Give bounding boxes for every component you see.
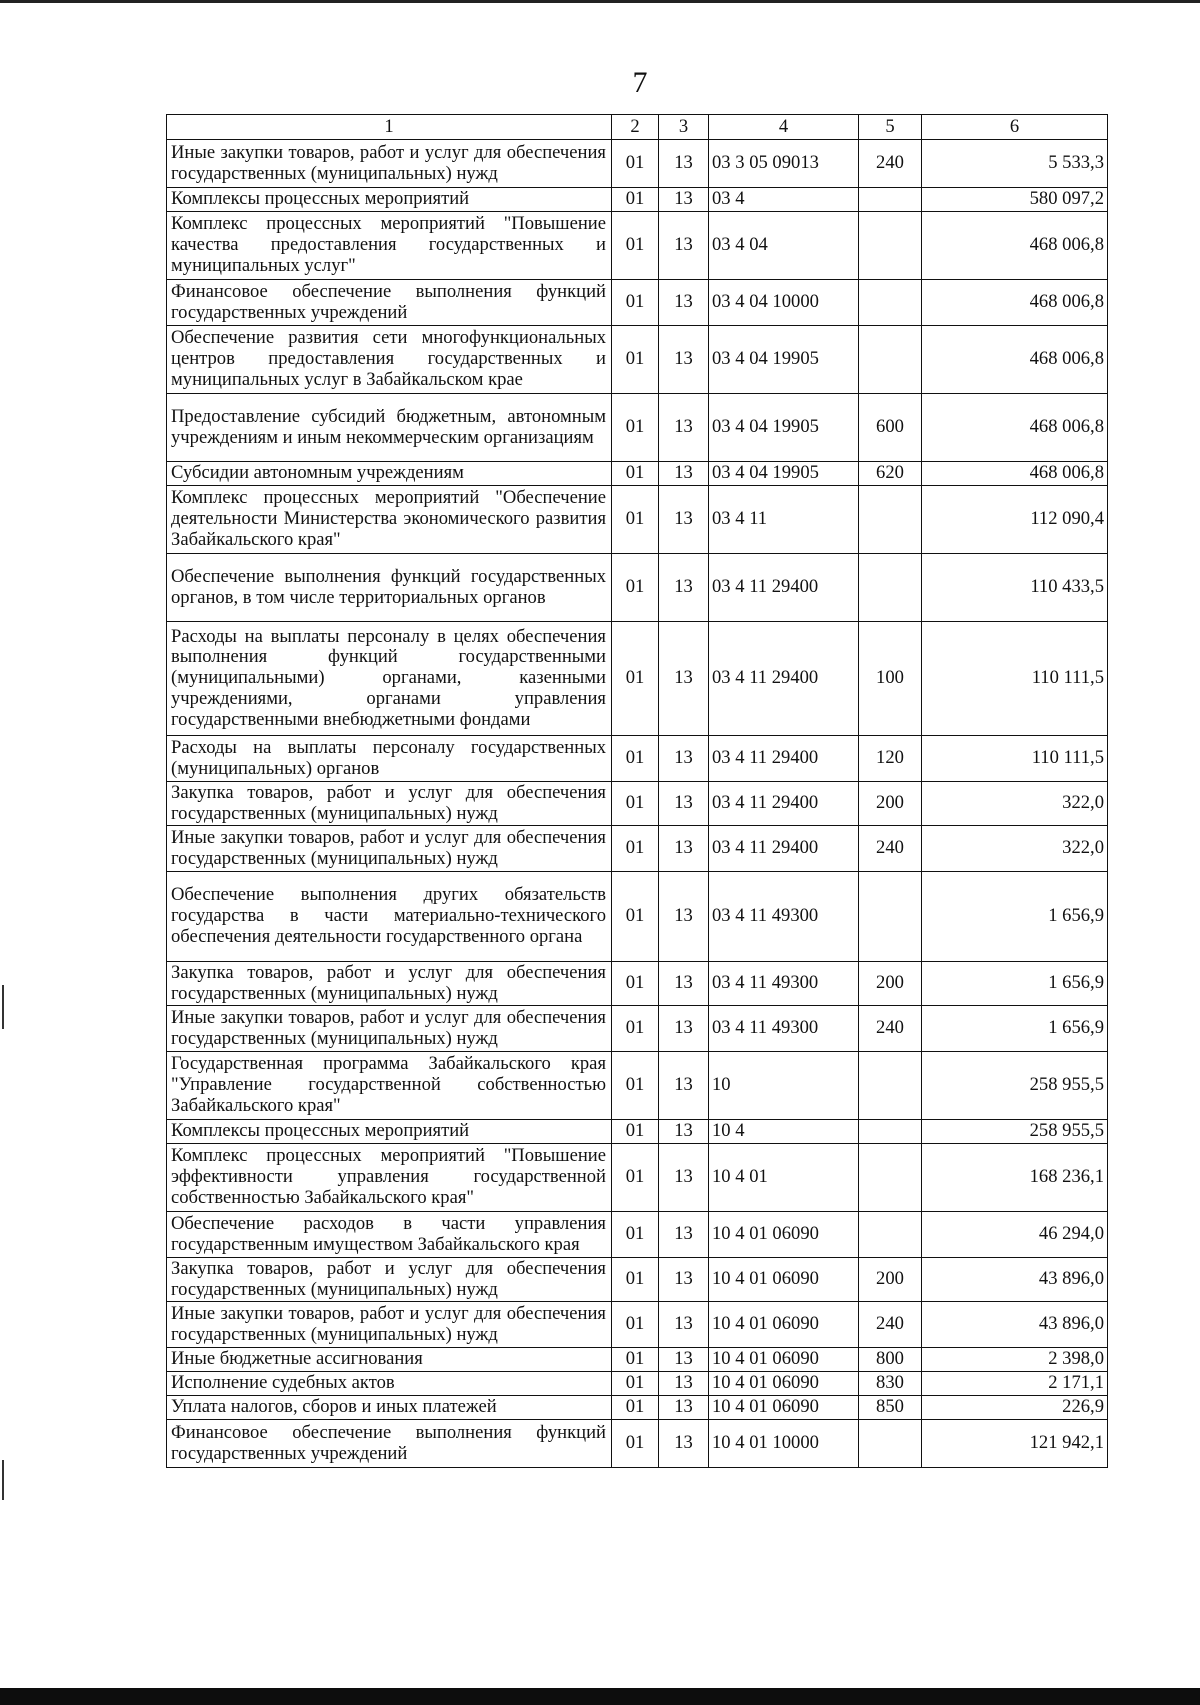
row-section: 01 [612, 1258, 659, 1302]
row-name: Комплекс процессных мероприятий "Повышение эффективности управления государственной собственностью Забайкальского края" [167, 1144, 612, 1212]
row-target-code: 03 4 [709, 188, 859, 212]
table-row [167, 188, 1108, 212]
row-target-code: 10 4 01 06090 [709, 1302, 859, 1348]
scan-bottom-edge [0, 1688, 1200, 1705]
scan-left-mark [2, 985, 4, 1029]
row-target-code: 03 4 11 49300 [709, 1006, 859, 1052]
row-section: 01 [612, 462, 659, 486]
row-subsection: 13 [659, 1420, 709, 1468]
row-amount: 258 955,5 [922, 1120, 1108, 1144]
table-row [167, 326, 1108, 394]
row-subsection: 13 [659, 1052, 709, 1120]
row-section: 01 [612, 872, 659, 962]
row-name: Иные закупки товаров, работ и услуг для обеспечения государственных (муниципальных) нужд [167, 1006, 612, 1052]
row-amount: 322,0 [922, 782, 1108, 826]
row-expense-type [859, 486, 922, 554]
row-target-code: 03 4 11 49300 [709, 872, 859, 962]
row-section: 01 [612, 622, 659, 736]
column-header: 3 [659, 115, 709, 140]
row-section: 01 [612, 1396, 659, 1420]
row-subsection: 13 [659, 1372, 709, 1396]
row-section: 01 [612, 1420, 659, 1468]
row-name: Закупка товаров, работ и услуг для обеспечения государственных (муниципальных) нужд [167, 962, 612, 1006]
table-row [167, 1420, 1108, 1468]
row-amount: 1 656,9 [922, 962, 1108, 1006]
row-section: 01 [612, 140, 659, 188]
row-target-code: 03 4 11 29400 [709, 782, 859, 826]
row-expense-type [859, 1120, 922, 1144]
row-amount: 2 398,0 [922, 1348, 1108, 1372]
row-target-code: 03 4 11 29400 [709, 554, 859, 622]
row-target-code: 03 4 04 19905 [709, 326, 859, 394]
row-expense-type: 240 [859, 1006, 922, 1052]
column-header: 5 [859, 115, 922, 140]
row-subsection: 13 [659, 782, 709, 826]
row-subsection: 13 [659, 872, 709, 962]
row-name: Предоставление субсидий бюджетным, автономным учреждениям и иным некоммерческим организациям [167, 394, 612, 462]
table-row [167, 962, 1108, 1006]
row-expense-type: 200 [859, 1258, 922, 1302]
column-header: 1 [167, 115, 612, 140]
row-amount: 258 955,5 [922, 1052, 1108, 1120]
row-name: Обеспечение выполнения функций государственных органов, в том числе территориальных органов [167, 554, 612, 622]
row-subsection: 13 [659, 622, 709, 736]
row-name: Иные закупки товаров, работ и услуг для обеспечения государственных (муниципальных) нужд [167, 140, 612, 188]
row-expense-type: 240 [859, 826, 922, 872]
row-name: Финансовое обеспечение выполнения функций государственных учреждений [167, 1420, 612, 1468]
row-target-code: 03 4 04 19905 [709, 394, 859, 462]
row-name: Комплексы процессных мероприятий [167, 188, 612, 212]
table-row [167, 872, 1108, 962]
row-subsection: 13 [659, 188, 709, 212]
row-name: Обеспечение расходов в части управления государственным имуществом Забайкальского края [167, 1212, 612, 1258]
row-name: Иные бюджетные ассигнования [167, 1348, 612, 1372]
row-target-code: 03 4 11 29400 [709, 826, 859, 872]
row-expense-type [859, 280, 922, 326]
row-target-code: 03 3 05 09013 [709, 140, 859, 188]
row-amount: 1 656,9 [922, 872, 1108, 962]
table-row [167, 736, 1108, 782]
row-target-code: 10 4 01 [709, 1144, 859, 1212]
row-section: 01 [612, 212, 659, 280]
row-section: 01 [612, 486, 659, 554]
row-target-code: 03 4 11 29400 [709, 736, 859, 782]
row-amount: 43 896,0 [922, 1258, 1108, 1302]
row-section: 01 [612, 1052, 659, 1120]
table-row [167, 826, 1108, 872]
row-expense-type [859, 872, 922, 962]
row-target-code: 03 4 04 [709, 212, 859, 280]
row-name: Комплекс процессных мероприятий "Обеспечение деятельности Министерства экономического развития Забайкальского края" [167, 486, 612, 554]
row-target-code: 10 [709, 1052, 859, 1120]
budget-table-body [167, 115, 1108, 1468]
row-name: Исполнение судебных актов [167, 1372, 612, 1396]
column-header: 6 [922, 115, 1108, 140]
row-expense-type: 100 [859, 622, 922, 736]
row-subsection: 13 [659, 394, 709, 462]
row-subsection: 13 [659, 326, 709, 394]
table-header-row [167, 115, 1108, 140]
row-target-code: 10 4 01 06090 [709, 1348, 859, 1372]
row-target-code: 10 4 01 06090 [709, 1212, 859, 1258]
row-name: Расходы на выплаты персоналу государственных (муниципальных) органов [167, 736, 612, 782]
row-expense-type [859, 554, 922, 622]
row-amount: 121 942,1 [922, 1420, 1108, 1468]
row-section: 01 [612, 326, 659, 394]
table-row [167, 622, 1108, 736]
row-section: 01 [612, 1006, 659, 1052]
row-name: Обеспечение развития сети многофункциональных центров предоставления государственных и муниципальных услуг в Забайкальском крае [167, 326, 612, 394]
row-subsection: 13 [659, 1212, 709, 1258]
row-subsection: 13 [659, 140, 709, 188]
row-subsection: 13 [659, 1302, 709, 1348]
row-expense-type: 240 [859, 1302, 922, 1348]
row-section: 01 [612, 554, 659, 622]
row-expense-type [859, 1420, 922, 1468]
table-row [167, 1144, 1108, 1212]
row-amount: 468 006,8 [922, 462, 1108, 486]
row-name: Субсидии автономным учреждениям [167, 462, 612, 486]
row-section: 01 [612, 1144, 659, 1212]
row-section: 01 [612, 280, 659, 326]
scan-left-mark [2, 1460, 4, 1500]
row-amount: 468 006,8 [922, 280, 1108, 326]
row-subsection: 13 [659, 280, 709, 326]
row-amount: 468 006,8 [922, 212, 1108, 280]
row-target-code: 03 4 11 29400 [709, 622, 859, 736]
row-expense-type: 200 [859, 782, 922, 826]
row-name: Закупка товаров, работ и услуг для обеспечения государственных (муниципальных) нужд [167, 782, 612, 826]
table-row [167, 1396, 1108, 1420]
row-amount: 468 006,8 [922, 326, 1108, 394]
row-amount: 226,9 [922, 1396, 1108, 1420]
table-row [167, 1302, 1108, 1348]
row-expense-type [859, 212, 922, 280]
row-name: Иные закупки товаров, работ и услуг для обеспечения государственных (муниципальных) нужд [167, 1302, 612, 1348]
row-subsection: 13 [659, 462, 709, 486]
row-target-code: 10 4 01 06090 [709, 1258, 859, 1302]
row-subsection: 13 [659, 1396, 709, 1420]
row-section: 01 [612, 188, 659, 212]
row-subsection: 13 [659, 1006, 709, 1052]
column-header: 4 [709, 115, 859, 140]
row-section: 01 [612, 1302, 659, 1348]
table-row [167, 280, 1108, 326]
row-subsection: 13 [659, 486, 709, 554]
table-row [167, 1258, 1108, 1302]
row-amount: 168 236,1 [922, 1144, 1108, 1212]
row-amount: 1 656,9 [922, 1006, 1108, 1052]
table-row [167, 1372, 1108, 1396]
table-row [167, 1120, 1108, 1144]
page-number: 7 [632, 66, 648, 99]
row-subsection: 13 [659, 1258, 709, 1302]
row-amount: 322,0 [922, 826, 1108, 872]
row-amount: 112 090,4 [922, 486, 1108, 554]
row-amount: 110 111,5 [922, 622, 1108, 736]
row-expense-type: 830 [859, 1372, 922, 1396]
row-expense-type: 600 [859, 394, 922, 462]
row-name: Финансовое обеспечение выполнения функций государственных учреждений [167, 280, 612, 326]
row-subsection: 13 [659, 962, 709, 1006]
row-target-code: 10 4 01 10000 [709, 1420, 859, 1468]
row-subsection: 13 [659, 212, 709, 280]
row-expense-type: 200 [859, 962, 922, 1006]
row-target-code: 03 4 11 [709, 486, 859, 554]
row-expense-type: 800 [859, 1348, 922, 1372]
row-target-code: 10 4 [709, 1120, 859, 1144]
row-amount: 110 111,5 [922, 736, 1108, 782]
row-section: 01 [612, 826, 659, 872]
row-expense-type [859, 1052, 922, 1120]
row-amount: 110 433,5 [922, 554, 1108, 622]
column-header: 2 [612, 115, 659, 140]
row-section: 01 [612, 962, 659, 1006]
row-expense-type [859, 188, 922, 212]
row-target-code: 03 4 11 49300 [709, 962, 859, 1006]
table-row [167, 1348, 1108, 1372]
row-amount: 468 006,8 [922, 394, 1108, 462]
table-row [167, 782, 1108, 826]
row-name: Государственная программа Забайкальского края "Управление государственной собственностью Забайкальского края" [167, 1052, 612, 1120]
row-target-code: 10 4 01 06090 [709, 1372, 859, 1396]
row-section: 01 [612, 1120, 659, 1144]
row-subsection: 13 [659, 736, 709, 782]
row-subsection: 13 [659, 1348, 709, 1372]
table-row [167, 1212, 1108, 1258]
table-row [167, 486, 1108, 554]
row-expense-type: 850 [859, 1396, 922, 1420]
row-section: 01 [612, 1212, 659, 1258]
row-name: Закупка товаров, работ и услуг для обеспечения государственных (муниципальных) нужд [167, 1258, 612, 1302]
row-name: Комплекс процессных мероприятий "Повышение качества предоставления государственных и муниципальных услуг" [167, 212, 612, 280]
row-expense-type [859, 1212, 922, 1258]
row-subsection: 13 [659, 826, 709, 872]
row-section: 01 [612, 1372, 659, 1396]
row-name: Уплата налогов, сборов и иных платежей [167, 1396, 612, 1420]
row-amount: 580 097,2 [922, 188, 1108, 212]
scan-top-edge [0, 0, 1200, 3]
budget-table [166, 114, 1108, 1468]
row-expense-type: 620 [859, 462, 922, 486]
row-section: 01 [612, 736, 659, 782]
row-amount: 46 294,0 [922, 1212, 1108, 1258]
row-section: 01 [612, 1348, 659, 1372]
row-amount: 43 896,0 [922, 1302, 1108, 1348]
table-row [167, 140, 1108, 188]
row-target-code: 10 4 01 06090 [709, 1396, 859, 1420]
row-subsection: 13 [659, 1144, 709, 1212]
row-name: Обеспечение выполнения других обязательств государства в части материально-технического обеспечения деятельности государственного органа [167, 872, 612, 962]
table-row [167, 394, 1108, 462]
table-row [167, 212, 1108, 280]
row-expense-type: 240 [859, 140, 922, 188]
row-expense-type: 120 [859, 736, 922, 782]
table-row [167, 1052, 1108, 1120]
row-section: 01 [612, 394, 659, 462]
row-subsection: 13 [659, 554, 709, 622]
row-expense-type [859, 326, 922, 394]
row-target-code: 03 4 04 19905 [709, 462, 859, 486]
row-subsection: 13 [659, 1120, 709, 1144]
row-expense-type [859, 1144, 922, 1212]
row-section: 01 [612, 782, 659, 826]
row-name: Комплексы процессных мероприятий [167, 1120, 612, 1144]
table-row [167, 554, 1108, 622]
row-target-code: 03 4 04 10000 [709, 280, 859, 326]
row-amount: 2 171,1 [922, 1372, 1108, 1396]
table-row [167, 1006, 1108, 1052]
row-amount: 5 533,3 [922, 140, 1108, 188]
row-name: Расходы на выплаты персоналу в целях обеспечения выполнения функций государственными (муниципальными) органами, казенными учреждениями, органами управления государственными внебюджетными фондами [167, 622, 612, 736]
row-name: Иные закупки товаров, работ и услуг для обеспечения государственных (муниципальных) нужд [167, 826, 612, 872]
table-row [167, 462, 1108, 486]
